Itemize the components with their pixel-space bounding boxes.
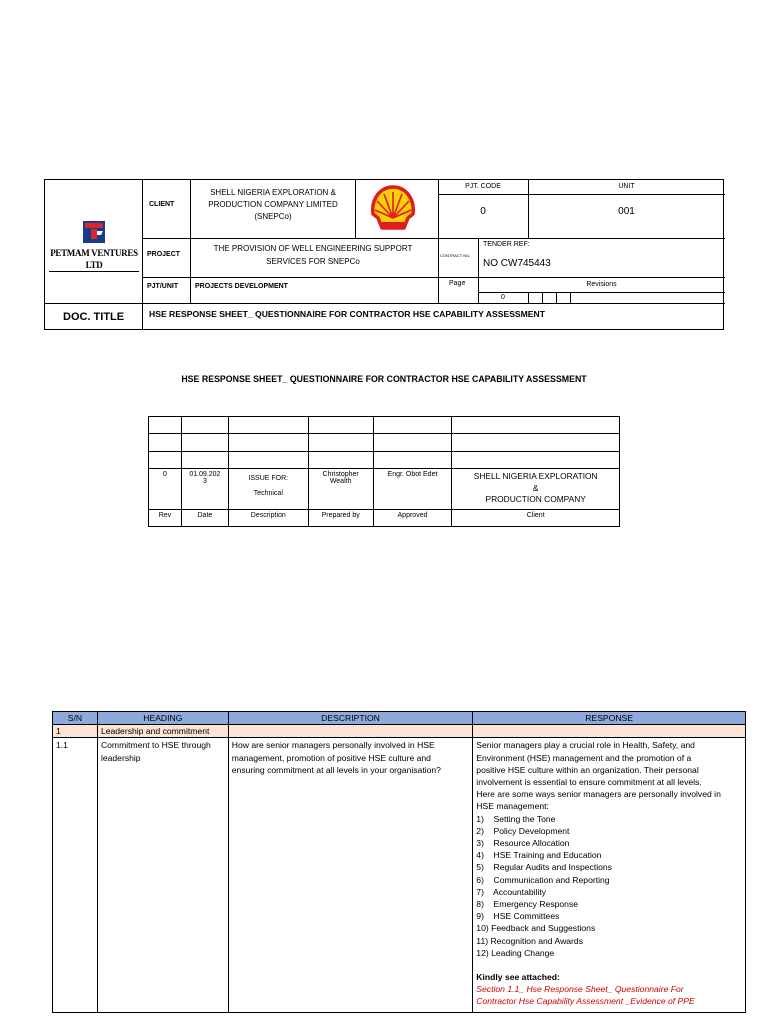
unit-value: 001 (618, 206, 635, 217)
pjt-unit-label: PJT/UNIT (147, 283, 179, 290)
logo-text: PETMAM VENTURES LTD (50, 248, 138, 270)
item-heading: Commitment to HSE through leadership (97, 738, 228, 1012)
tender-ref-value: NO CW745443 (483, 258, 551, 269)
section-row (53, 725, 746, 738)
table-row (149, 417, 620, 434)
section-sn: 1 (53, 725, 98, 738)
footer-rev: Rev (149, 510, 182, 527)
table-row (149, 452, 620, 469)
col-heading: HEADING (97, 712, 228, 725)
revision-number: 0 (501, 294, 505, 301)
contract-no-label: CONTRACT NO. (440, 253, 471, 258)
list-item: 10) Feedback and Suggestions (476, 923, 596, 934)
item-description: How are senior managers personally involved in HSE management, promotion of positive HSE culture and ensuring commitment at all levels in your organisation? (228, 738, 473, 1012)
project-value: THE PROVISION OF WELL ENGINEERING SUPPORT SERVICES FOR SNEPCo (213, 244, 413, 266)
col-response: RESPONSE (473, 712, 746, 725)
list-item: 9) HSE Committees (476, 911, 560, 922)
client-value: SHELL NIGERIA EXPLORATION & PRODUCTION COMPANY LIMITED (SNEPCo) (208, 188, 338, 221)
pjt-code-value: 0 (480, 206, 486, 217)
list-item: 5) Regular Audits and Inspections (476, 862, 612, 873)
client-cell: SHELL NIGERIA EXPLORATION & PRODUCTION COMPANY (452, 469, 620, 510)
table-header-row (53, 712, 746, 725)
client-label: CLIENT (149, 201, 175, 208)
page-title: HSE RESPONSE SHEET_ QUESTIONNAIRE FOR CONTRACTOR HSE CAPABILITY ASSESSMENT (181, 374, 587, 384)
description-cell: ISSUE FOR: Technical (228, 469, 308, 510)
list-item: 1) Setting the Tone (476, 813, 556, 824)
revision-table (148, 416, 620, 527)
table-row (149, 434, 620, 452)
section-heading: Leadership and commitment (97, 725, 228, 738)
item-response: Senior managers play a crucial role in Health, Safety, and Environment (HSE) management and the promotion of a positive HSE culture within an organization. Their personal involvement is essential to ensure commitment at all levels. Here are some ways senior managers are personally involved in HSE management: 1) Setting the Tone 2) Policy Development 3) Resource Allocation 4) HSE Training and Education 5) Regular Audits and Inspections 6) Communication and Reporting 7) Accountability 8) Emergency Response 9) HSE Committees 10) Feedback and Suggestions 11) Recognition and Awards 12) Leading Change Kindly see attached: Section 1.1_ Hse Response Sheet_ Questionnaire For Contractor Hse Capability Assessment _Evidence of PPE (473, 738, 746, 1012)
list-item: 2) Policy Development (476, 825, 570, 836)
list-item: 11) Recognition and Awards (476, 935, 583, 946)
table-row (53, 738, 746, 1012)
pjt-code-label: PJT. CODE (465, 183, 501, 190)
list-item: 8) Emergency Response (476, 899, 579, 910)
table-row (149, 469, 620, 510)
footer-date: Date (181, 510, 228, 527)
attachment-link[interactable]: Contractor Hse Capability Assessment _Evidence of PPE (476, 996, 695, 1007)
list-item: 12) Leading Change (476, 947, 555, 958)
list-item: 6) Communication and Reporting (476, 874, 610, 885)
shell-logo (368, 184, 418, 232)
document-header (44, 179, 724, 330)
shell-pecten-icon (368, 184, 418, 232)
tender-ref-label: TENDER REF: (483, 241, 530, 248)
table-footer-row (149, 510, 620, 527)
approved-cell: Engr. Obot Edet (373, 469, 452, 510)
list-item: 3) Resource Allocation (476, 838, 570, 849)
rev-cell: 0 (149, 469, 182, 510)
footer-prepared-by: Prepared by (308, 510, 373, 527)
questionnaire-table (52, 711, 746, 1013)
attachment-label: Kindly see attached: (476, 972, 560, 983)
date-cell: 01.09.202 3 (181, 469, 228, 510)
list-item: 7) Accountability (476, 886, 547, 897)
attachment-link[interactable]: Section 1.1_ Hse Response Sheet_ Questionnaire For (476, 984, 684, 995)
col-sn: S/N (53, 712, 98, 725)
pjt-unit-value: PROJECTS DEVELOPMENT (195, 283, 288, 290)
item-sn: 1.1 (53, 738, 98, 1012)
col-description: DESCRIPTION (228, 712, 473, 725)
page-label: Page (449, 280, 466, 287)
footer-description: Description (228, 510, 308, 527)
unit-label: UNIT (618, 183, 635, 190)
doc-title-value: HSE RESPONSE SHEET_ QUESTIONNAIRE FOR CONTRACTOR HSE CAPABILITY ASSESSMENT (149, 309, 545, 319)
revisions-label: Revisions (586, 281, 617, 288)
doc-title-label: DOC. TITLE (63, 311, 125, 323)
footer-client: Client (452, 510, 620, 527)
footer-approved: Approved (373, 510, 452, 527)
project-label: PROJECT (147, 251, 181, 258)
prepared-by-cell: Christopher Wealth (308, 469, 373, 510)
company-logo (49, 220, 139, 270)
list-item: 4) HSE Training and Education (476, 850, 602, 861)
